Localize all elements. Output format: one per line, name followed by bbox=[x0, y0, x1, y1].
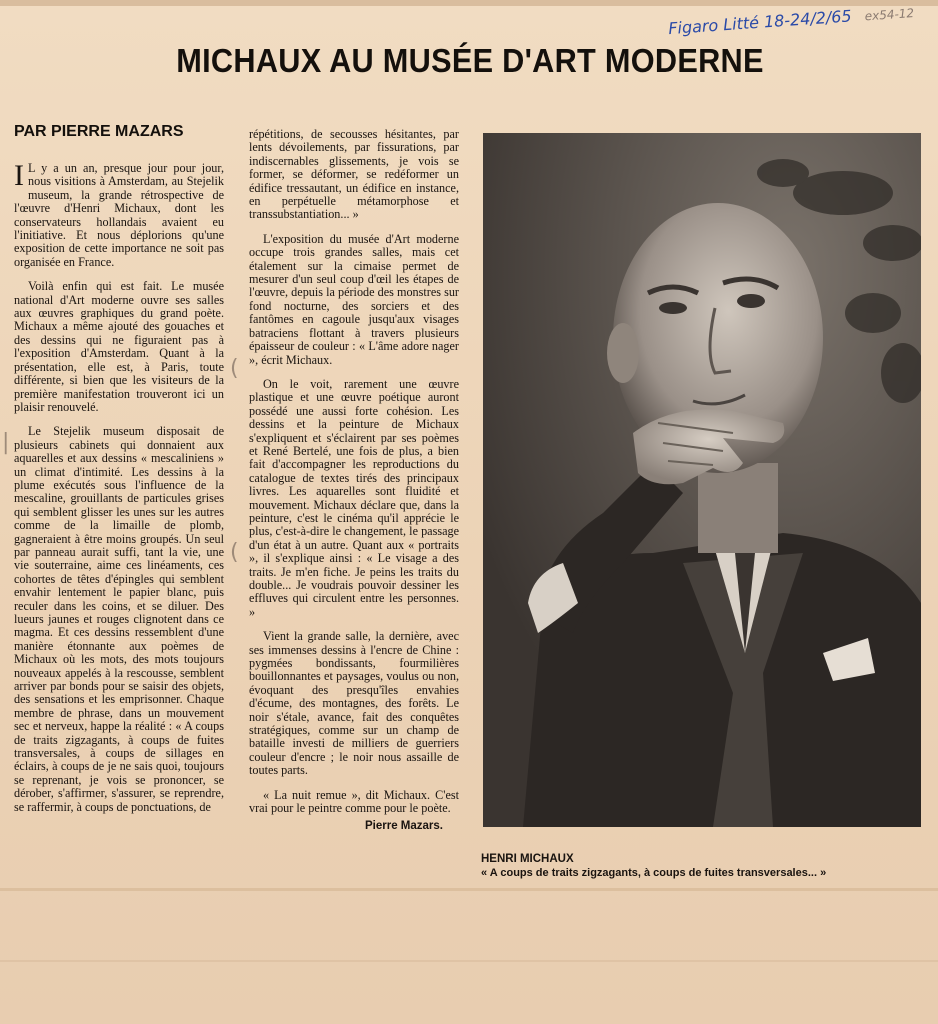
paragraph: Vient la grande salle, la dernière, avec ses immenses dessins à l'encre de Chine : pygmées bondissants, fourmilières bouillonnantes et paysages, voulus ou non, évoquant des presqu'îles envahies d'écume, des montagnes, des forêts. Le noir s'étale, avance, fait des conquêtes stratégiques, comme sur un champ de bataille investi de milliers de guerriers couleur d'encre ; le noir nous assaille de toutes parts. bbox=[249, 629, 459, 778]
portrait-photo bbox=[483, 133, 921, 827]
pencil-mark-icon: | bbox=[2, 430, 10, 455]
drop-cap: I bbox=[14, 159, 24, 192]
paragraph: Voilà enfin qui est fait. Le musée national d'Art moderne ouvre ses salles aux œuvres graphiques du grand poète. Michaux a même ajouté des gouaches et des dessins qui ne figuraient pas à l'exposition d'Amsterdam. Quant à la présentation, elle est, à Paris, toute différente, si bien que les visiteurs de la première manifestation trouveront ici un plaisir renouvelé. bbox=[14, 279, 224, 414]
headline: MICHAUX AU MUSÉE D'ART MODERNE bbox=[176, 42, 764, 79]
paragraph bbox=[14, 159, 224, 269]
article-column-1 bbox=[14, 159, 224, 825]
pencil-mark-icon: ( bbox=[230, 356, 239, 381]
signature: Pierre Mazars. bbox=[365, 819, 443, 832]
paragraph: répétitions, de secousses hésitantes, par lents dévoilements, par fissurations, par indiscernables glissements, je vois se former, se déformer, se redéformer un édifice tressautant, un édifice en instance, en perpétuelle métamorphose et transsubstantiation... » bbox=[249, 127, 459, 222]
paragraph: « La nuit remue », dit Michaux. C'est vrai pour le peintre comme pour le poète. bbox=[249, 787, 459, 816]
photo-caption-text: « A coups de traits zigzagants, à coups de fuites transversales... » bbox=[481, 867, 827, 879]
handwritten-annotation bbox=[668, 1, 931, 38]
article-column-2 bbox=[249, 128, 459, 833]
paragraph: On le voit, rarement une œuvre plastique et une œuvre poétique auront possédé une aussi forte cohésion. Les dessins et la peinture de Michaux s'expliquent et s'éclairent par ses poèmes et René Bertelé, une fois de plus, a bien fait d'accompagner les reproductions du catalogue de textes tirés des principaux livres. Les aquarelles sont fluidité et mouvement. Michaux déclare que, dans la peinture, c'est le cinéma qu'il apprécie le plus, c'est-à-dire le changement, le passage d'un état à un autre. Quant aux « portraits », il s'explique ainsi : « Le visage a des traits. Je m'en fiche. Je peins les traits du double... Je voudrais pouvoir dessiner les effluves qui circulent entre les personnes. » bbox=[249, 376, 459, 619]
pencil-mark-icon: ( bbox=[230, 540, 239, 565]
paper-fold-lower bbox=[0, 960, 938, 962]
annotation-code: ex54-12 bbox=[864, 5, 915, 24]
paragraph-text: L y a un an, presque jour pour jour, nous visitions à Amsterdam, au Stejelik museum, la grande rétrospective de l'œuvre d'Henri Michaux, dont les conservateurs hollandais avaient eu l'initiative. Et nous déplorions qu'une exposition de cette importance ne soit pas organisée en France. bbox=[14, 161, 224, 269]
top-edge bbox=[0, 0, 938, 6]
byline: PAR PIERRE MAZARS bbox=[14, 123, 184, 140]
photo-caption-name: HENRI MICHAUX bbox=[481, 853, 574, 865]
paper-fold bbox=[0, 888, 938, 891]
annotation-handwritten: Figaro Litté 18-24/2/65 bbox=[667, 6, 853, 39]
portrait-illustration-icon bbox=[483, 133, 921, 827]
paragraph: Le Stejelik museum disposait de plusieurs cabinets qui donnaient aux aquarelles et aux dessins « mescaliniens » un climat d'intimité. Les dessins à la plume exécutés sous l'influence de la mescaline, grouillants de particules grises qui semblent glisser les unes sur les autres comme de la limaille de plomb, gagneraient à être moins groupés. Un seul par panneau aurait suffi, tant la vie, une vie souterraine, aime ces linéaments, ces cohortes de têtes d'épingles qui semblent envahir lentement le papier blanc, puis reculer dans les coins, et se diluer. Des lueurs jaunes et rouges clignotent dans ce magma. Et ces dessins ressemblent d'une manière étonnante aux poèmes de Michaux où les mots, des mots toujours nouveaux appelés à la rescousse, semblent arriver par bonds pour se saisir des objets, des sensations et les emprisonner. Chaque membre de phrase, dans un mouvement sec et nerveux, happe la réalité : « A coups de traits zigzagants, à coups de fuites transversales, à coups de sillages en éclairs, à coups de je ne sais quoi, toujours se reprenant, je vois se prononcer, se dérober, s'affirmer, s'assurer, se reprendre, se raffermir, à coups de ponctuations, de bbox=[14, 424, 224, 814]
paragraph: L'exposition du musée d'Art moderne occupe trois grandes salles, mais cet étalement sur la cimaise permet de mesurer d'un seul coup d'œil les étapes de l'œuvre, depuis la période des monstres sur fond nocturne, des sorciers et des fantômes en cagoule jusqu'aux visages batraciens flottant à travers plusieurs épaisseur de couleur : « L'âme adore nager », écrit Michaux. bbox=[249, 231, 459, 367]
